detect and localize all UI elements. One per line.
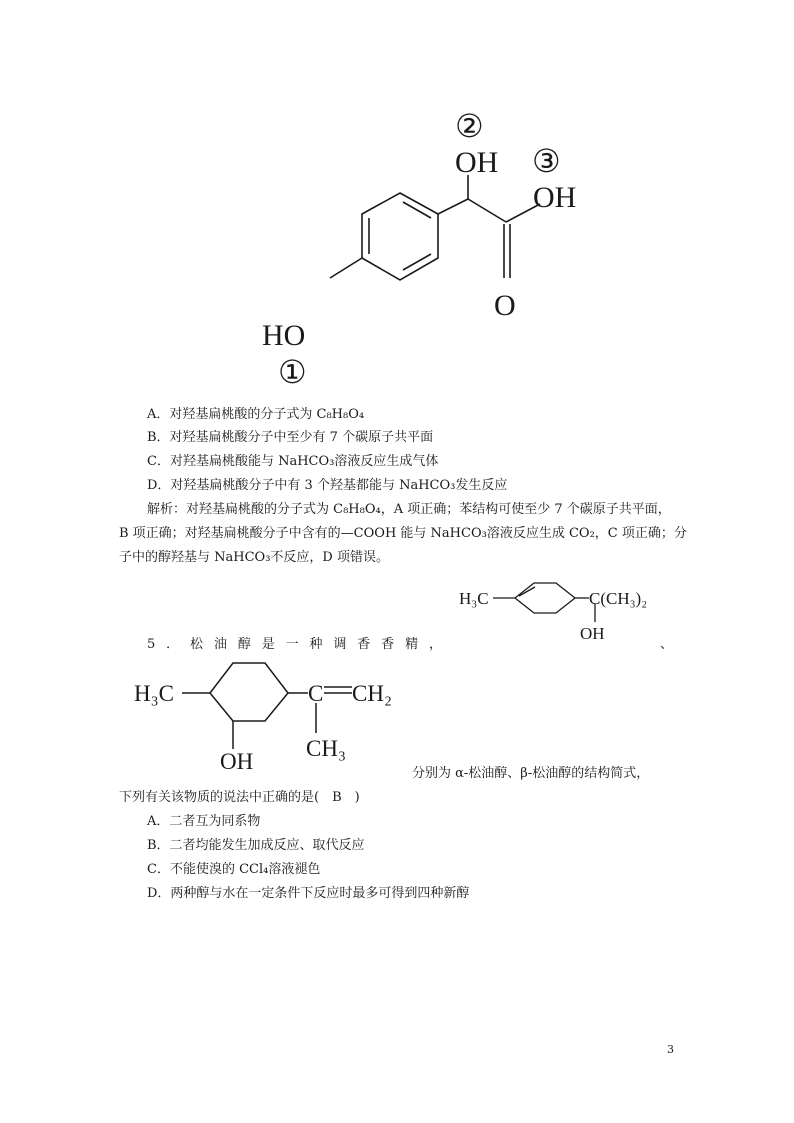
q5-stem-char: 松 (190, 637, 204, 652)
q5-option-a: A．二者互为同系物 (147, 814, 261, 829)
q5-stem-continuation-2: 下列有关该物质的说法中正确的是( B ) (119, 790, 360, 805)
q5-option-d: D．两种醇与水在一定条件下反应时最多可得到四种新醇 (147, 886, 470, 901)
q5-option-b: B．二者均能发生加成反应、取代反应 (147, 838, 365, 853)
alpha-oh-label: OH (580, 624, 605, 643)
q5-stem-comma: 、 (660, 637, 674, 652)
structure-p-hydroxymandelic-acid (250, 100, 610, 395)
q4-analysis-line-2: B 项正确；对羟基扁桃酸分子中含有的—COOH 能与 NaHCO₃溶液反应生成 CO₂，C 项正确；分 (119, 526, 687, 541)
q5-stem-char: 一 (285, 637, 299, 652)
q4-option-b: B．对羟基扁桃酸分子中至少有 7 个碳原子共平面 (147, 430, 434, 445)
q4-analysis-line-3: 子中的醇羟基与 NaHCO₃不反应，D 项错误。 (119, 550, 389, 565)
oh-top-label: OH (455, 146, 499, 179)
q5-stem-char: ， (428, 637, 442, 652)
q5-stem-char: 香 (381, 637, 395, 652)
beta-ch2-label: CH₂ (352, 681, 392, 706)
oh-right-label: OH (533, 181, 577, 214)
beta-h3c-label: H₃C (134, 681, 174, 706)
q5-option-c: C．不能使溴的 CCl₄溶液褪色 (147, 862, 321, 877)
q5-stem-char: 精 (405, 637, 419, 652)
q5-stem-char: 香 (357, 637, 371, 652)
label-circled-3: ③ (532, 143, 561, 179)
beta-ch3-label: CH₃ (306, 736, 346, 761)
q5-stem-char: 油 (213, 637, 227, 652)
structure-beta-terpineol (130, 655, 420, 780)
ho-left-label: HO (262, 319, 306, 352)
structure-alpha-terpineol (455, 572, 675, 644)
o-bottom-label: O (494, 289, 516, 322)
q5-stem-char: 醇 (237, 637, 251, 652)
q5-stem-char: 是 (261, 637, 275, 652)
q5-stem-continuation: 分别为 α-松油醇、β-松油醇的结构简式， (412, 766, 650, 781)
alpha-h3c-label: H₃C (459, 589, 489, 608)
label-circled-2: ② (455, 108, 484, 144)
q4-analysis-line-1: 解析：对羟基扁桃酸的分子式为 C₈H₈O₄，A 项正确；苯结构可使至少 7 个碳原子共平面， (147, 502, 671, 517)
q5-stem (147, 636, 442, 654)
beta-oh-label: OH (220, 749, 254, 774)
q5-stem-char: 调 (333, 637, 347, 652)
label-circled-1: ① (278, 354, 307, 390)
q4-option-c: C．对羟基扁桃酸能与 NaHCO₃溶液反应生成气体 (147, 454, 439, 469)
q4-option-d: D．对羟基扁桃酸分子中有 3 个羟基都能与 NaHCO₃发生反应 (147, 478, 508, 493)
beta-c-label: C (308, 681, 324, 706)
page-number: 3 (667, 1043, 674, 1056)
q4-option-a: A．对羟基扁桃酸的分子式为 C₈H₈O₄ (147, 407, 365, 422)
q5-stem-char: 5 (147, 637, 156, 652)
q5-stem-char: 种 (309, 637, 323, 652)
alpha-c-group-label: C(CH₃)₂ (589, 589, 648, 608)
q5-stem-char: ． (166, 637, 180, 652)
